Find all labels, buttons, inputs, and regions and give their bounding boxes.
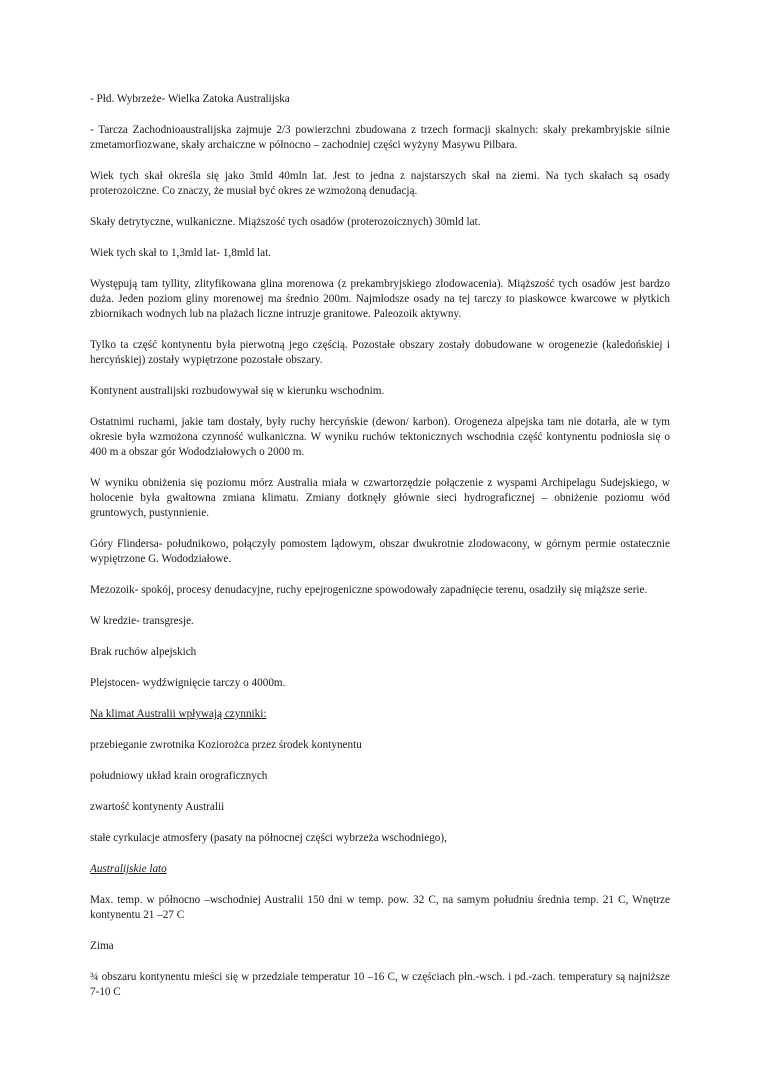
- paragraph-mesozoic: Mezozoik- spokój, procesy denudacyjne, ruchy epejrogeniczne spowodowały zapadnięcie terenu, osadziły się miąższe serie.: [90, 584, 648, 596]
- paragraph-summer-temperatures: Max. temp. w północno –wschodniej Australii 150 dni w temp. pow. 32 C, na samym południu średnia temp. 21 C, Wnętrze kontynentu 21 –27 C: [90, 894, 670, 921]
- heading-climate-factors: Na klimat Australii wpływają czynniki:: [90, 708, 267, 720]
- paragraph-eastward-expansion: Kontynent australijski rozbudowywał się w kierunku wschodnim.: [90, 385, 385, 397]
- document-page: [90, 92, 670, 1016]
- paragraph-west-australian-shield: - Tarcza Zachodnioaustralijska zajmuje 2/3 powierzchni zbudowana z trzech formacji skalnych: skały prekambryjskie silnie zmetamorfiozwane, skały archaiczne w północno – zachodniej części wyżyny Masywu Pilbara.: [90, 124, 670, 151]
- paragraph-rock-age-range: Wiek tych skał to 1,3mld lat- 1,8mld lat.: [90, 247, 272, 259]
- paragraph-detrital-rocks: Skały detrytyczne, wulkaniczne. Miąższość tych osadów (proterozoicznych) 30mld lat.: [90, 216, 481, 228]
- paragraph-south-coast: - Płd. Wybrzeże- Wielka Zatoka Australijska: [90, 93, 290, 105]
- paragraph-winter-temperatures: ¾ obszaru kontynentu mieści się w przedziale temperatur 10 –16 C, w częściach płn.-wsch. i pd.-zach. temperatury są najniższe 7-10 C: [90, 971, 670, 998]
- paragraph-no-alpine: Brak ruchów alpejskich: [90, 646, 197, 658]
- list-item-orographic: południowy układ krain orograficznych: [90, 770, 268, 782]
- list-item-compactness: zwartość kontynenty Australii: [90, 801, 225, 813]
- list-item-circulation: stałe cyrkulacje atmosfery (pasaty na północnej części wybrzeża wschodniego),: [90, 832, 447, 844]
- paragraph-original-continent: Tylko ta część kontynentu była pierwotną jego częścią. Pozostałe obszary zostały dobudowane w orogenezie (kaledońskiej i hercyńskiej) zostały wypiętrzone pozostałe obszary.: [90, 339, 670, 366]
- paragraph-cretaceous: W kredzie- transgresje.: [90, 615, 194, 627]
- paragraph-pleistocene: Plejstocen- wydźwignięcie tarczy o 4000m.: [90, 677, 286, 689]
- paragraph-hercynian-movements: Ostatnimi ruchami, jakie tam dostały, były ruchy hercyńskie (dewon/ karbon). Orogeneza alpejska tam nie dotarła, ale w tym okresie była wzmożona czynność wulkaniczna. W wyniku ruchów tektonicznych wschodnia część kontynentu podniosła się o 400 m a obszar gór Wododziałowych o 2000 m.: [90, 416, 670, 458]
- list-item-tropic: przebieganie zwrotnika Koziorożca przez środek kontynentu: [90, 739, 362, 751]
- paragraph-flinders-ranges: Góry Flindersa- południkowo, połączyły pomostem lądowym, obszar dwukrotnie zlodowacony, w górnym permie ostatecznie wypiętrzone G. Wododziałowe.: [90, 538, 670, 565]
- paragraph-rock-age: Wiek tych skał określa się jako 3mld 40mln lat. Jest to jedna z najstarszych skał na ziemi. Na tych skałach są osady proterozoiczne. Co znaczy, że musiał być okres ze wzmożoną denudacją.: [90, 170, 670, 197]
- paragraph-tillites: Występują tam tyllity, zlityfikowana glina morenowa (z prekambryjskiego zlodowacenia). Miąższość tych osadów jest bardzo duża. Jeden poziom gliny morenowej ma średnio 200m. Najmłodsze osady na tej tarczy to piaskowce kwarcowe w płytkich zbiornikach wodnych lub na plażach liczne intruzje granitowe. Paleozoik aktywny.: [90, 278, 670, 320]
- paragraph-sea-level: W wyniku obniżenia się poziomu mórz Australia miała w czwartorzędzie połączenie z wyspami Archipelagu Sudejskiego, w holocenie była gwałtowna zmiana klimatu. Zmiany dotknęły głównie sieci hydrograficznej – obniżenie poziomu wód gruntowych, pustynnienie.: [90, 477, 670, 519]
- heading-australian-summer: Australijskie lato: [90, 863, 167, 875]
- heading-winter: Zima: [90, 940, 114, 952]
